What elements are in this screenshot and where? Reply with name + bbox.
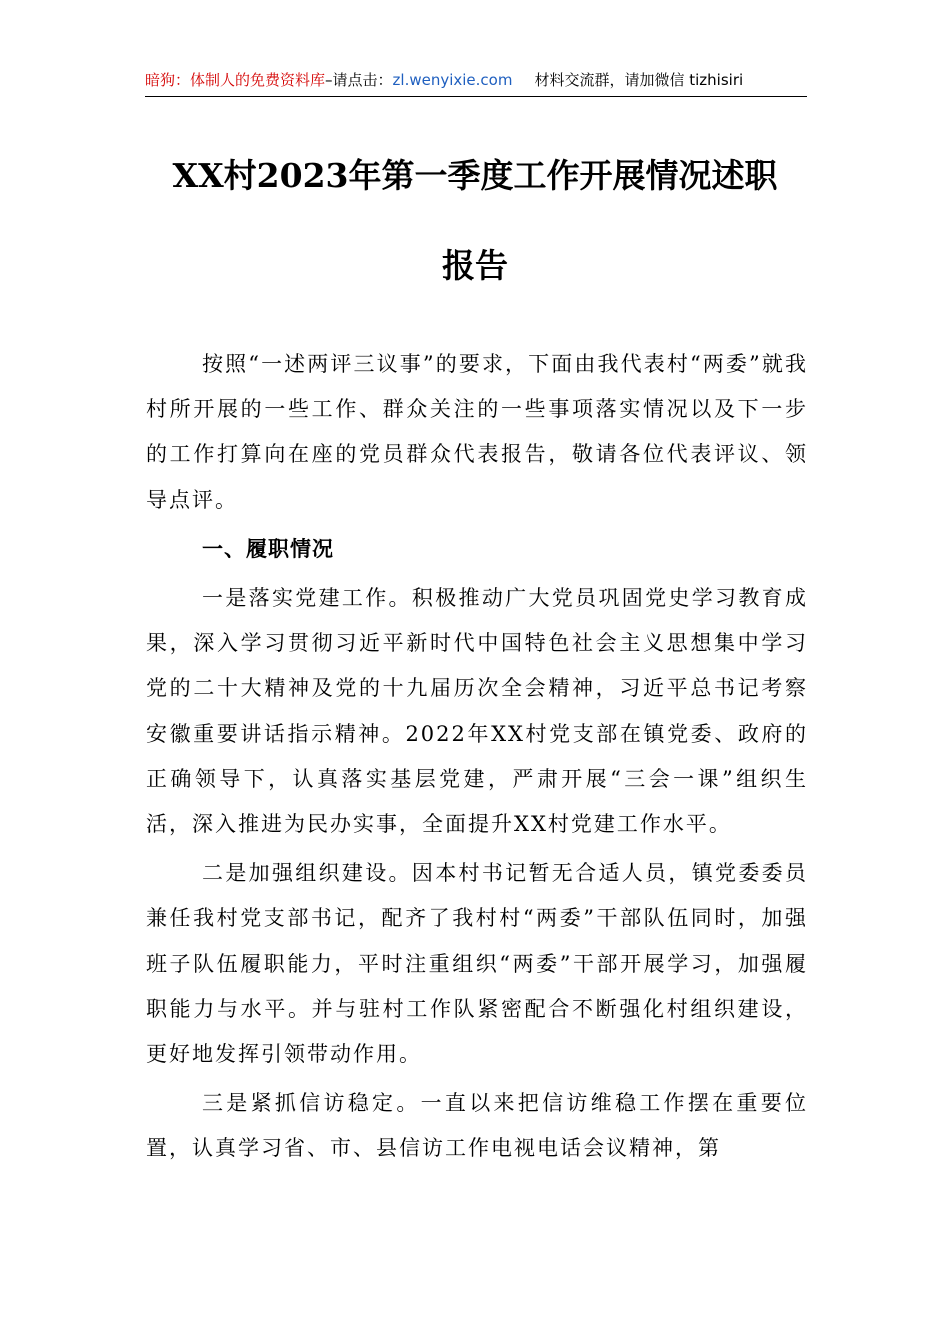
page-header (145, 66, 807, 97)
document-title-line2: 报告 (442, 246, 508, 285)
section-heading: 一、履职情况 (202, 536, 334, 561)
header-click-prompt: –请点击： (325, 71, 393, 89)
header-site-name: 暗狗：体制人的免费资料库 (145, 71, 326, 89)
body-paragraph-3: 三是紧抓信访稳定。一直以来把信访维稳工作摆在重要位置，认真学习省、市、县信访工作电视电话会议精神，第 (146, 1091, 808, 1161)
body-paragraph-2: 二是加强组织建设。因本村书记暂无合适人员，镇党委委员兼任我村党支部书记，配齐了我村村“两委”干部队伍同时，加强班子队伍履职能力，平时注重组织“两委”干部开展学习，加强履职能力与水平。并与驻村工作队紧密配合不断强化村组织建设，更好地发挥引领带动作用。 (146, 861, 808, 1067)
document-body (146, 342, 808, 1172)
intro-paragraph: 按照“一述两评三议事”的要求，下面由我代表村“两委”就我村所开展的一些工作、群众关注的一些事项落实情况以及下一步的工作打算向在座的党员群众代表报告，敬请各位代表评议、领导点评。 (146, 352, 808, 512)
header-link[interactable]: zl.wenyixie.com (392, 71, 513, 89)
header-contact: 材料交流群，请加微信 tizhisiri (534, 71, 744, 89)
document-title-line1: XX村2023年第一季度工作开展情况述职 (172, 156, 778, 195)
body-paragraph-1: 一是落实党建工作。积极推动广大党员巩固党史学习教育成果，深入学习贯彻习近平新时代中国特色社会主义思想集中学习党的二十大精神及党的十九届历次全会精神，习近平总书记考察安徽重要讲话指示精神。2022年XX村党支部在镇党委、政府的正确领导下，认真落实基层党建，严肃开展“三会一课”组织生活，深入推进为民办实事，全面提升XX村党建工作水平。 (146, 586, 808, 837)
